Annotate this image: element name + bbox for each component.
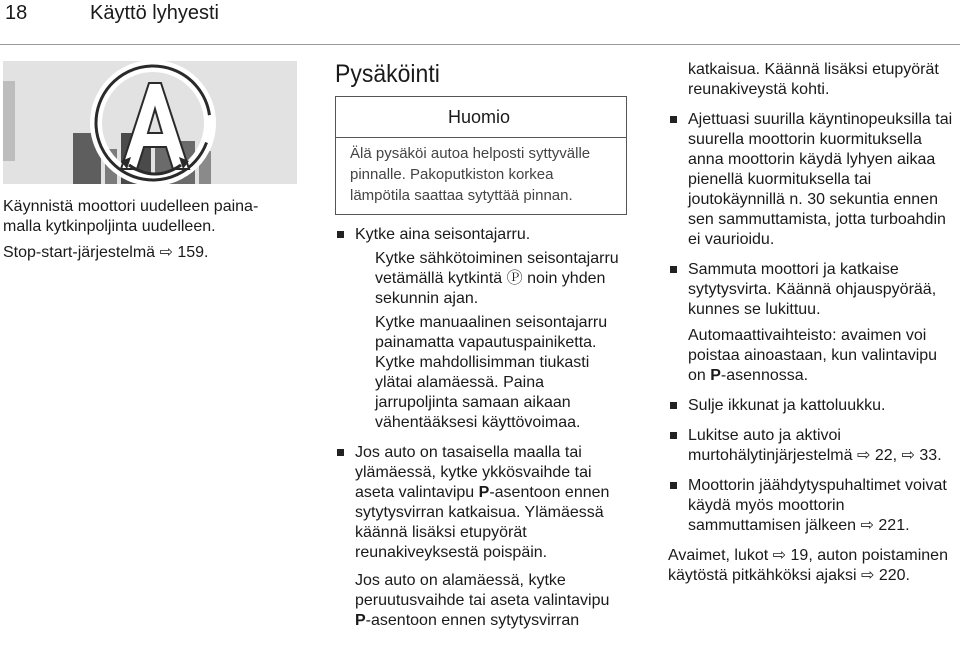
page-reference-arrow-icon: ⇨ xyxy=(159,244,173,261)
auto-start-stop-A-icon xyxy=(3,61,297,184)
page-reference-arrow-icon: ⇨ xyxy=(860,517,874,534)
header-divider xyxy=(0,44,960,45)
chapter-title: Käyttö lyhyesti xyxy=(90,2,219,24)
page-number: 18 xyxy=(5,2,28,24)
keys-page-ref-1[interactable]: 19, auton poistaminen käytöstä pitkähköksi ajaksi xyxy=(668,547,948,584)
bullet-gear-selection: Jos auto on tasaisella maalla tai ylämäessä, kytke ykkösvaihde tai aseta valintavipu P-asentoon ennen sytytysvirran katkaisua. Ylämäessä käännä lisäksi etupyörät reunakiveyksestä poispäin. xyxy=(335,443,627,563)
manual-brake-instruction: Kytke manuaalinen seisontajarru painamatta vapautuspainiketta. Kytke mahdollisimman tiukasti ylätai alamäessä. Paina jarrupoljinta samaan aikaan vähentääksesi käyttövoimaa. xyxy=(375,314,608,431)
restart-line-2: malla kytkinpoljinta uudelleen. xyxy=(3,218,216,235)
start-stop-illustration xyxy=(3,61,297,184)
downhill-paragraph: Jos auto on alamäessä, kytke peruutusvaihde tai aseta valintavipu P-asentoon ennen sytytysvirran xyxy=(355,572,610,629)
bullet-parking-brake: Kytke aina seisontajarru. Kytke sähkötoiminen seisontajarru vetämällä kytkintä Ⓟ noin yhden sekunnin ajan. Kytke manuaalinen seisontajarru painamatta vapautuspainiketta. Kytke mahdollisimman tiukasti ylätai alamäessä. Paina jarrupoljinta samaan aikaan vähentääksesi käyttövoimaa. xyxy=(335,225,627,433)
bullet-turbo-cooldown: Ajettuasi suurilla käyntinopeuksilla tai suurella moottorin kuormituksella anna moottorin käydä lyhyen aikaa pienellä kuormituksella tai joutokäynnillä n. 30 sekuntia ennen sen sammuttamista, jotta turboahdin ei vaurioidu. xyxy=(668,110,958,250)
bullet-cooling-fans: Moottorin jäähdytyspuhaltimet voivat käydä myös moottorin sammuttamisen jälkeen ⇨ 221. xyxy=(668,476,958,536)
page-reference-arrow-icon: ⇨ xyxy=(772,547,787,564)
start-stop-page-ref[interactable]: 159. xyxy=(177,244,209,261)
alarm-page-ref-2[interactable]: 33. xyxy=(919,447,942,464)
left-column xyxy=(3,61,297,263)
caution-box xyxy=(335,96,627,215)
page-reference-arrow-icon: ⇨ xyxy=(860,567,875,584)
bullet-engine-off: Sammuta moottori ja katkaise sytytysvirta. Käännä ohjauspyörää, kunnes se lukittuu. Automaattivaihteisto: avaimen voi poistaa ainoastaan, kun valintavipu on P-asennossa. xyxy=(668,260,958,386)
keys-reference: Avaimet, lukot ⇨ 19, auton poistaminen käytöstä pitkähköksi ajaksi ⇨ 220. xyxy=(668,547,948,584)
page-reference-arrow-icon: ⇨ xyxy=(856,447,871,464)
continued-text: katkaisua. Käännä lisäksi etupyörät reunakiveystä kohti. xyxy=(688,61,939,98)
restart-line-1: Käynnistä moottori uudelleen paina- xyxy=(3,198,259,215)
caution-text: Älä pysäköi autoa helposti syttyvälle pinnalle. Pakoputkiston korkea lämpötila saattaa sytyttää pinnan. xyxy=(350,145,591,204)
caution-title: Huomio xyxy=(336,97,626,138)
page-header xyxy=(0,0,960,44)
right-column xyxy=(668,60,958,586)
start-stop-reference: Stop-start-järjestelmä ⇨ 159. xyxy=(3,244,209,261)
keys-page-ref-2[interactable]: 220. xyxy=(878,567,910,584)
bullet-lock-car: Lukitse auto ja aktivoi murtohälytinjärjestelmä ⇨ 22, ⇨ 33. xyxy=(668,426,958,466)
bullet-close-windows: Sulje ikkunat ja kattoluukku. xyxy=(668,396,958,416)
page-reference-arrow-icon: ⇨ xyxy=(901,447,915,464)
section-title: Pysäköinti xyxy=(335,60,440,88)
middle-column xyxy=(335,58,627,631)
alarm-page-ref-1[interactable]: 22, xyxy=(874,447,898,464)
fans-page-ref[interactable]: 221. xyxy=(878,517,910,534)
automatic-transmission-note: Automaattivaihteisto: avaimen voi poistaa ainoastaan, kun valintavipu on P-asennossa. xyxy=(688,327,938,384)
parking-brake-icon: Ⓟ xyxy=(506,270,523,287)
electric-brake-instruction: Kytke sähkötoiminen seisontajarru vetämällä kytkintä Ⓟ noin yhden sekunnin ajan. xyxy=(375,250,619,307)
